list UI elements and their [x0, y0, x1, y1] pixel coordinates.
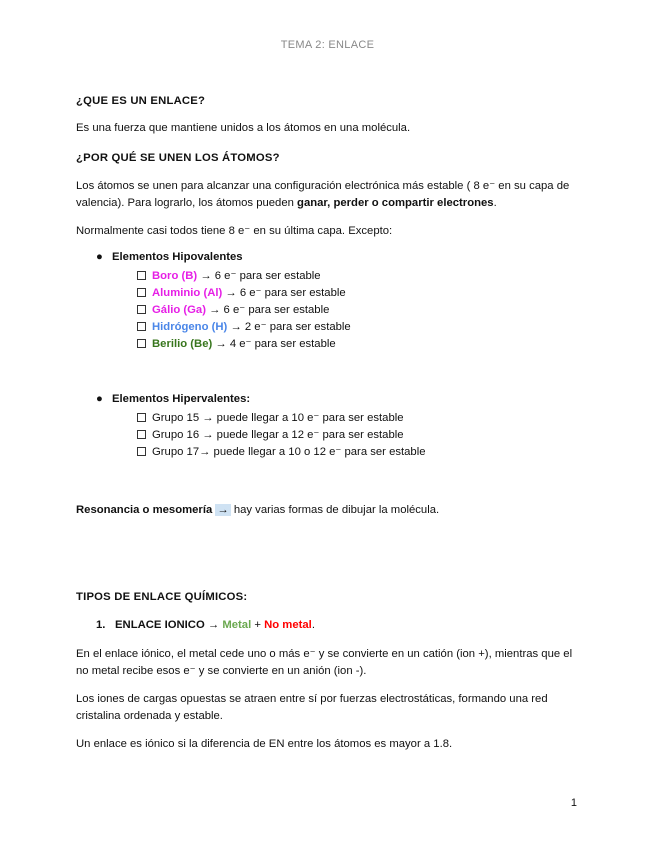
hipervalentes-heading: Elementos Hipervalentes: [112, 393, 251, 405]
page-number: 1 [570, 797, 577, 809]
checkbox[interactable] [137, 305, 146, 314]
checkbox[interactable] [137, 288, 146, 297]
checklist-item [137, 268, 321, 284]
checklist-item [137, 427, 404, 443]
checkbox[interactable] [137, 322, 146, 331]
paragraph-resonance [76, 502, 586, 519]
element-rule: → 4 e⁻ para ser estable [212, 338, 336, 350]
paragraph-ionic-3: Un enlace es iónico si la diferencia de EN entre los átomos es mayor a 1.8. [76, 738, 453, 750]
paragraph-reason [76, 178, 586, 211]
heading-tipos-enlace: TIPOS DE ENLACE QUÍMICOS: [76, 591, 248, 603]
checkbox[interactable] [137, 339, 146, 348]
checklist-item [137, 410, 404, 426]
element-rule: → 6 e⁻ para ser estable [222, 287, 346, 299]
reason-text: Los átomos se unen para alcanzar una configuración electrónica más estable ( 8 e⁻ en su capa de valencia). Para lograrlo, los átomos pueden [76, 180, 570, 209]
checklist-item [137, 444, 426, 460]
nometal-label: No metal [264, 619, 312, 631]
element-name: Hidrógeno (H) [152, 321, 228, 333]
element-name: Berilio (Be) [152, 338, 213, 350]
resonance-term: Resonancia o mesomería [76, 504, 213, 516]
period: . [311, 619, 315, 631]
checklist-item [137, 336, 336, 352]
reason-end: . [493, 196, 497, 209]
bullet-dot: ● [96, 251, 103, 263]
group-rule: Grupo 16 → puede llegar a 12 e⁻ para ser estable [152, 429, 404, 441]
checklist-item [137, 302, 329, 318]
arrow-highlight: → [217, 504, 229, 516]
heading-por-que-se-unen: ¿POR QUÉ SE UNEN LOS ÁTOMOS? [76, 152, 280, 164]
paragraph-normally: Normalmente casi todos tiene 8 e⁻ en su última capa. Excepto: [76, 225, 393, 237]
ionic-label: ENLACE IONICO → [115, 619, 220, 631]
checkbox[interactable] [137, 413, 146, 422]
hipovalentes-heading: Elementos Hipovalentes [112, 251, 243, 263]
element-name: Boro (B) [152, 270, 198, 282]
list-number: 1. [96, 619, 106, 631]
bullet-hipervalentes [96, 393, 250, 405]
page-header-title: TEMA 2: ENLACE [280, 39, 375, 51]
checkbox[interactable] [137, 271, 146, 280]
paragraph-ionic-2: Los iones de cargas opuestas se atraen entre sí por fuerzas electrostáticas, formando una red cristalina ordenada y estable. [76, 693, 548, 722]
element-rule: → 2 e⁻ para ser estable [227, 321, 351, 333]
checkbox[interactable] [137, 447, 146, 456]
plus-sign: + [251, 619, 265, 631]
metal-label: Metal [222, 619, 252, 631]
element-name: Aluminio (Al) [152, 287, 223, 299]
paragraph-ionic-1: En el enlace iónico, el metal cede uno o más e⁻ y se convierte en un catión (ion +), mientras que el no metal recibe esos e⁻ y se convierte en un anión (ion -). [76, 648, 573, 677]
group-rule: Grupo 15 → puede llegar a 10 e⁻ para ser estable [152, 412, 404, 424]
bullet-hipovalentes [96, 251, 243, 263]
element-rule: → 6 e⁻ para ser estable [197, 270, 321, 282]
paragraph-definition: Es una fuerza que mantiene unidos a los átomos en una molécula. [76, 122, 411, 134]
bullet-dot: ● [96, 393, 103, 405]
heading-que-es-enlace: ¿QUE ES UN ENLACE? [76, 95, 206, 107]
checklist-item [137, 319, 351, 335]
resonance-definition: hay varias formas de dibujar la molécula. [230, 504, 440, 516]
checklist-item [137, 285, 346, 301]
numbered-item-ionic [96, 619, 315, 631]
reason-bold: ganar, perder o compartir electrones [297, 196, 494, 209]
group-rule: Grupo 17→ puede llegar a 10 o 12 e⁻ para ser estable [152, 446, 426, 458]
element-rule: → 6 e⁻ para ser estable [205, 304, 330, 316]
element-name: Gálio (Ga) [152, 304, 206, 316]
checkbox[interactable] [137, 430, 146, 439]
